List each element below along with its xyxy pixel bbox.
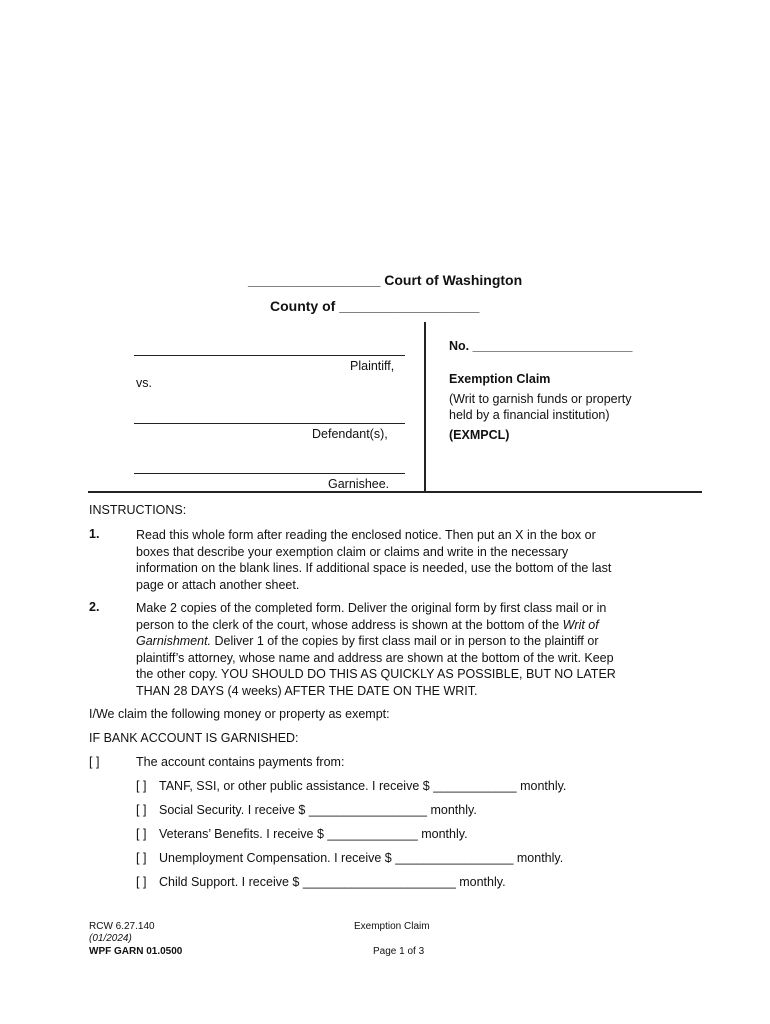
- form-code: (EXMPCL): [449, 428, 510, 442]
- option-unemployment-label: Unemployment Compensation. I receive $ _________________ monthly.: [159, 851, 564, 865]
- instruction-2-line: THAN 28 DAYS (4 weeks) AFTER THE DATE ON THE WRIT.: [136, 683, 478, 698]
- instruction-2-line: Make 2 copies of the completed form. Deliver the original form by first class mail or in: [136, 601, 607, 615]
- option-tanf-label: TANF, SSI, or other public assistance. I receive $ ____________ monthly.: [159, 779, 567, 793]
- county-line: County of __________________: [270, 298, 480, 314]
- plaintiff-name-line[interactable]: [134, 355, 405, 356]
- account-payments-label: The account contains payments from:: [136, 755, 345, 769]
- vs-label: vs.: [136, 376, 152, 390]
- bank-account-heading: IF BANK ACCOUNT IS GARNISHED:: [89, 731, 299, 745]
- footer-page-number: Page 1 of 3: [373, 946, 425, 957]
- bank-account-checkbox[interactable]: [ ]: [89, 755, 100, 769]
- footer-date: (01/2024): [89, 933, 132, 944]
- instruction-1-line: page or attach another sheet.: [136, 577, 300, 592]
- footer-form-number: WPF GARN 01.0500: [89, 946, 183, 957]
- case-number-field[interactable]: No. _______________________: [449, 339, 633, 353]
- checkbox-tanf[interactable]: [ ]: [136, 779, 147, 793]
- instruction-2-line: [136, 633, 696, 650]
- instruction-2-line: plaintiff’s attorney, whose name and address are shown at the bottom of the writ. Keep: [136, 650, 614, 665]
- garnishee-name-line[interactable]: [134, 473, 405, 474]
- instruction-1-line: information on the blank lines. If additional space is needed, use the bottom of the last: [136, 561, 612, 575]
- court-name-line: _________________ Court of Washington: [248, 272, 523, 288]
- form-description-line-2: held by a financial institution): [449, 408, 610, 422]
- instruction-number-2: 2.: [89, 600, 100, 614]
- caption-vertical-divider: [424, 322, 426, 492]
- instruction-item-1: [136, 527, 696, 593]
- option-veterans-benefits-label: Veterans’ Benefits. I receive $ _____________ monthly.: [159, 827, 468, 841]
- caption-horizontal-divider: [88, 491, 702, 493]
- instruction-1-line: boxes that describe your exemption claim or claims and write in the necessary: [136, 544, 569, 559]
- defendant-label: Defendant(s),: [312, 427, 388, 441]
- footer-form-title: Exemption Claim: [354, 921, 430, 932]
- instruction-2-text: Deliver 1 of the copies by first class mail or in person to the plaintiff or: [211, 634, 599, 648]
- option-child-support-label: Child Support. I receive $ ______________________ monthly.: [159, 875, 506, 889]
- defendant-name-line[interactable]: [134, 423, 405, 424]
- checkbox-unemployment[interactable]: [ ]: [136, 851, 147, 865]
- garnishee-label: Garnishee.: [328, 477, 390, 491]
- form-title: Exemption Claim: [449, 372, 551, 386]
- footer-rcw: RCW 6.27.140: [89, 921, 155, 932]
- claim-intro: I/We claim the following money or property as exempt:: [89, 707, 390, 721]
- writ-of-garnishment-italic: Writ of: [562, 617, 599, 632]
- checkbox-child-support[interactable]: [ ]: [136, 875, 147, 889]
- instruction-2-text: person to the clerk of the court, whose address is shown at the bottom of the: [136, 617, 563, 632]
- checkbox-social-security[interactable]: [ ]: [136, 803, 147, 817]
- option-social-security-label: Social Security. I receive $ _________________ monthly.: [159, 803, 477, 817]
- instruction-number-1: 1.: [89, 527, 100, 541]
- checkbox-veterans-benefits[interactable]: [ ]: [136, 827, 147, 841]
- writ-of-garnishment-italic: Garnishment.: [136, 634, 212, 648]
- instruction-1-line: Read this whole form after reading the enclosed notice. Then put an X in the box or: [136, 528, 596, 542]
- form-description-line-1: (Writ to garnish funds or property: [449, 392, 632, 406]
- plaintiff-label: Plaintiff,: [350, 359, 395, 373]
- instruction-2-line: [136, 617, 696, 634]
- instructions-heading: INSTRUCTIONS:: [89, 503, 187, 517]
- instruction-item-2: [136, 600, 696, 699]
- instruction-2-line: the other copy. YOU SHOULD DO THIS AS QUICKLY AS POSSIBLE, BUT NO LATER: [136, 667, 616, 681]
